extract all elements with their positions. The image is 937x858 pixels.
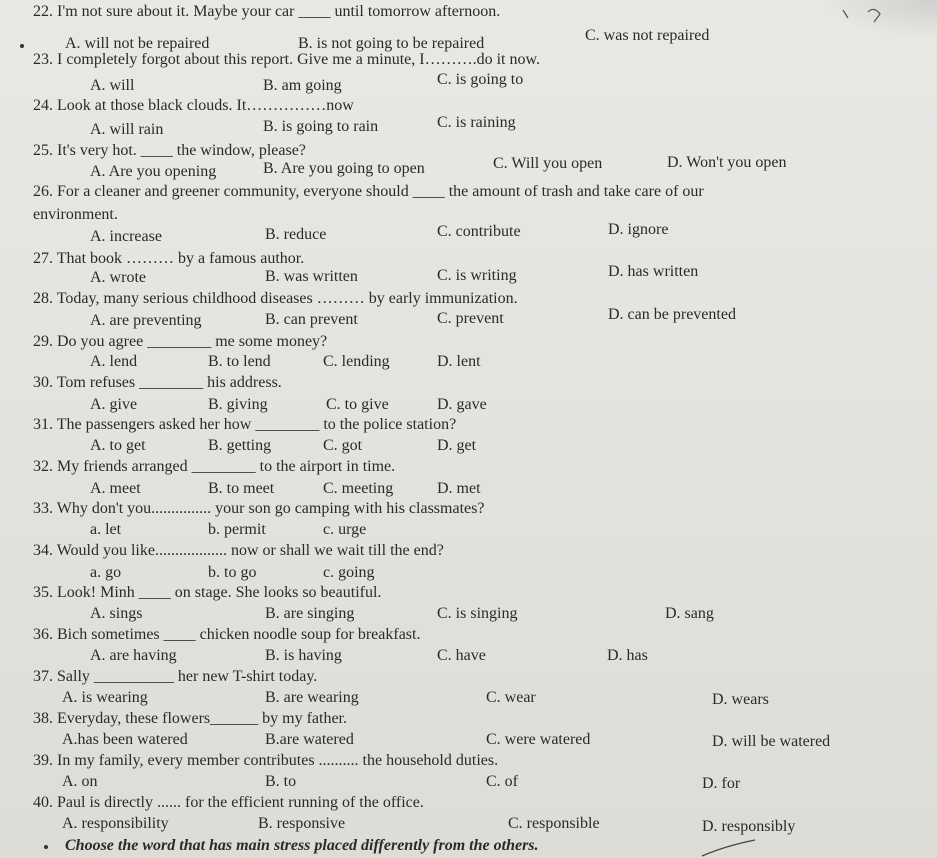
option: A. wrote [90, 269, 146, 286]
question-stem: 27. That book ……… by a famous author. [33, 250, 305, 267]
option: a. let [90, 521, 122, 538]
option: B. reduce [265, 226, 327, 243]
option: B. Are you going to open [263, 160, 425, 177]
option: D. has written [608, 263, 699, 280]
option: C. have [437, 647, 486, 664]
question-stem: 23. I completely forgot about this report. Give me a minute, I……….do it now. [33, 51, 541, 68]
option: C. contribute [437, 223, 521, 240]
option: B. is not going to be repaired [298, 35, 485, 52]
question-stem: 40. Paul is directly ...... for the efficient running of the office. [33, 794, 424, 811]
option: A. on [62, 773, 98, 790]
question-stem: 35. Look! Minh ____ on stage. She looks so beautiful. [33, 584, 382, 601]
option: A. give [90, 396, 138, 413]
option: B.are watered [265, 731, 354, 748]
section-title: Choose the word that has main stress placed differently from the others. [65, 837, 539, 854]
option: C. wear [486, 689, 536, 706]
option: A. meet [90, 480, 141, 497]
question-stem: 25. It's very hot. ____ the window, please? [33, 142, 306, 159]
option: A. will rain [90, 121, 164, 138]
question-stem: 30. Tom refuses ________ his address. [33, 374, 282, 391]
option: C. got [323, 437, 363, 454]
question-stem: 39. In my family, every member contributes .......... the household duties. [33, 752, 499, 769]
option: A. will not be repaired [65, 35, 210, 52]
option: b. permit [208, 521, 266, 538]
option: D. ignore [608, 221, 669, 238]
question-stem: 37. Sally __________ her new T-shirt today. [33, 668, 318, 685]
option: a. go [90, 564, 122, 581]
question-stem: 34. Would you like.................. now or shall we wait till the end? [33, 542, 444, 559]
option: B. to meet [208, 480, 275, 497]
question-stem: 38. Everyday, these flowers______ by my father. [33, 710, 347, 727]
option: C. responsible [508, 815, 600, 832]
option: C. is writing [437, 267, 517, 284]
option: c. urge [323, 521, 367, 538]
option: D. will be watered [712, 733, 831, 750]
question-stem: 22. I'm not sure about it. Maybe your car ____ until tomorrow afternoon. [33, 3, 501, 20]
bullet-dot [20, 44, 24, 48]
option: B. are singing [265, 605, 355, 622]
option: A. are having [90, 647, 177, 664]
question-stem-continued: environment. [33, 206, 118, 223]
option: A. Are you opening [90, 163, 217, 180]
option: C. were watered [486, 731, 591, 748]
question-stem: 32. My friends arranged ________ to the airport in time. [33, 458, 396, 475]
option: B. responsive [258, 815, 346, 832]
question-stem: 33. Why don't you............... your son go camping with his classmates? [33, 500, 485, 517]
option: C. to give [326, 396, 389, 413]
question-stem: 26. For a cleaner and greener community, everyone should ____ the amount of trash and take care of our [33, 183, 704, 200]
option: A. lend [90, 353, 138, 370]
option: D. gave [437, 396, 487, 413]
option: B. can prevent [265, 311, 358, 328]
option: D. can be prevented [608, 306, 736, 323]
option: D. get [437, 437, 477, 454]
option: B. was written [265, 268, 358, 285]
option: A. responsibility [62, 815, 169, 832]
option: C. is going to [437, 71, 524, 88]
option: A. to get [90, 437, 146, 454]
option: D. has [607, 647, 648, 664]
bullet-dot [44, 845, 48, 849]
option: A. are preventing [90, 312, 202, 329]
option: C. Will you open [493, 155, 603, 172]
option: B. to [265, 773, 297, 790]
option: C. is raining [437, 114, 516, 131]
option: C. lending [323, 353, 390, 370]
option: B. are wearing [265, 689, 359, 706]
option: D. wears [712, 691, 769, 708]
pen-scribble-mark [838, 2, 898, 26]
option: c. going [323, 564, 375, 581]
option: A. is wearing [62, 689, 148, 706]
pen-stroke-mark [700, 838, 760, 858]
option: A.has been watered [62, 731, 188, 748]
option: D. Won't you open [667, 154, 787, 171]
option: B. am going [263, 77, 342, 94]
option: D. lent [437, 353, 481, 370]
option: B. to lend [208, 353, 271, 370]
question-stem: 29. Do you agree ________ me some money? [33, 333, 328, 350]
question-stem: 31. The passengers asked her how ________ to the police station? [33, 416, 457, 433]
option: b. to go [208, 564, 257, 581]
question-stem: 36. Bich sometimes ____ chicken noodle soup for breakfast. [33, 626, 421, 643]
option: A. increase [90, 228, 162, 245]
option: A. will [90, 77, 135, 94]
option: C. was not repaired [585, 27, 710, 44]
option: D. responsibly [702, 818, 796, 835]
option: B. is having [265, 647, 342, 664]
option: D. for [702, 775, 741, 792]
option: C. meeting [323, 480, 394, 497]
option: B. giving [208, 396, 268, 413]
question-stem: 28. Today, many serious childhood diseases ……… by early immunization. [33, 290, 518, 307]
option: A. sings [90, 605, 143, 622]
option: C. is singing [437, 605, 518, 622]
option: B. getting [208, 437, 272, 454]
option: D. met [437, 480, 481, 497]
option: B. is going to rain [263, 118, 379, 135]
question-stem: 24. Look at those black clouds. It……………now [33, 97, 354, 114]
option: D. sang [665, 605, 714, 622]
option: C. prevent [437, 310, 504, 327]
option: C. of [486, 773, 518, 790]
